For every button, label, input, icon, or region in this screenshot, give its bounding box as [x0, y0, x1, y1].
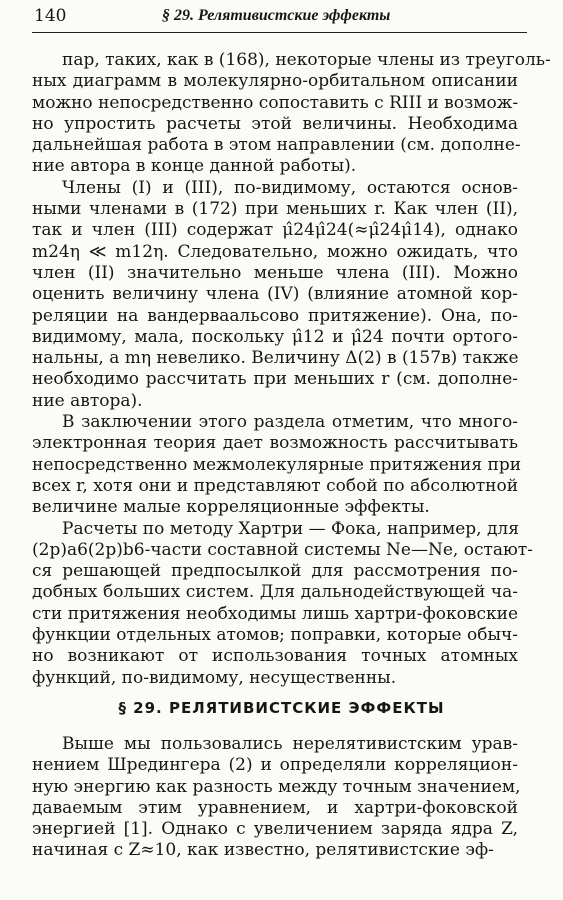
text-line: (2p)a6(2p)b6-части составной системы Ne—Ne, остают-	[32, 539, 533, 560]
text-line: ных диаграмм в молекулярно-орбитальном описании	[32, 71, 518, 92]
text-line: В заключении этого раздела отметим, что много-	[62, 412, 518, 433]
text-line: член (II) значительно меньше члена (III). Можно	[32, 262, 518, 283]
text-line: функций, по-видимому, несущественны.	[32, 667, 397, 688]
text-line: видимому, мала, поскольку μ̂12 и μ̂24 почти ортого-	[32, 326, 518, 347]
text-line: нением Шредингера (2) и определяли корреляцион-	[32, 755, 518, 776]
text-line: всех r, хотя они и представляют собой по абсолютной	[32, 475, 519, 496]
text-line: Члены (I) и (III), по-видимому, остаются основ-	[62, 177, 518, 198]
text-line: ными членами в (172) при меньших r. Как член (II),	[32, 199, 518, 220]
text-line: пар, таких, как в (168), некоторые члены из треуголь-	[62, 50, 551, 70]
text-line: необходимо рассчитать при меньших r (см. дополне-	[32, 369, 518, 390]
section-text	[32, 734, 521, 862]
page-number: 140	[34, 6, 67, 26]
text-line: начиная с Z≈10, как известно, релятивистские эф-	[32, 840, 494, 861]
text-line: даваемым этим уравнением, и хартри-фоковской	[32, 797, 518, 818]
text-line: ся решающей предпосылкой для рассмотрения по-	[32, 561, 518, 582]
text-line: ную энергию как разность между точным значением,	[32, 776, 521, 797]
header-rule	[32, 32, 527, 33]
text-line: нальны, а mη невелико. Величину Δ(2) в (157в) также	[32, 348, 519, 369]
text-line: ние автора).	[32, 390, 143, 411]
text-line: но упростить расчеты этой величины. Необходима	[32, 113, 518, 134]
text-line: m24η ≪ m12η. Следовательно, можно ожидать, что	[32, 241, 518, 262]
text-line: реляции на вандерваальсово притяжение). Она, по-	[32, 305, 518, 326]
text-line: функции отдельных атомов; поправки, которые обыч-	[32, 625, 518, 646]
text-line: так и член (III) содержат μ̂24μ̂24(≈μ̂24μ̂14), однако	[32, 220, 518, 241]
text-line: электронная теория дает возможность рассчитывать	[32, 433, 518, 454]
text-line: Расчеты по методу Хартри — Фока, например, для	[62, 518, 519, 539]
text-line: добных больших систем. Для дальнодействующей ча-	[32, 582, 518, 603]
text-line: Выше мы пользовались нерелятивистским урав-	[62, 734, 518, 754]
text-line: можно непосредственно сопоставить с RIII и возмож-	[32, 92, 519, 113]
paragraph	[32, 178, 518, 412]
text-line: ние автора в конце данной работы).	[32, 156, 357, 177]
text-line: дальнейшая работа в этом направлении (см. дополне-	[32, 135, 521, 156]
text-line: оценить величину члена (IV) (влияние атомной кор-	[32, 284, 518, 305]
text-line: величине малые корреляционные эффекты.	[32, 497, 430, 518]
page-header	[34, 6, 529, 28]
text-body	[32, 50, 551, 689]
paragraph	[32, 412, 522, 518]
text-line: энергией [1]. Однако с увеличением заряда ядра Z,	[32, 819, 518, 840]
paragraph	[32, 50, 551, 178]
text-line: непосредственно межмолекулярные притяжения при	[32, 454, 522, 475]
paragraph	[32, 734, 521, 862]
text-line: но возникают от использования точных атомных	[32, 646, 518, 667]
running-title: § 29. Релятивистские эффекты	[162, 7, 391, 24]
section-heading: § 29. РЕЛЯТИВИСТСКИЕ ЭФФЕКТЫ	[118, 699, 445, 717]
paragraph	[32, 518, 533, 689]
text-line: сти притяжения необходимы лишь хартри-фоковские	[32, 603, 518, 624]
